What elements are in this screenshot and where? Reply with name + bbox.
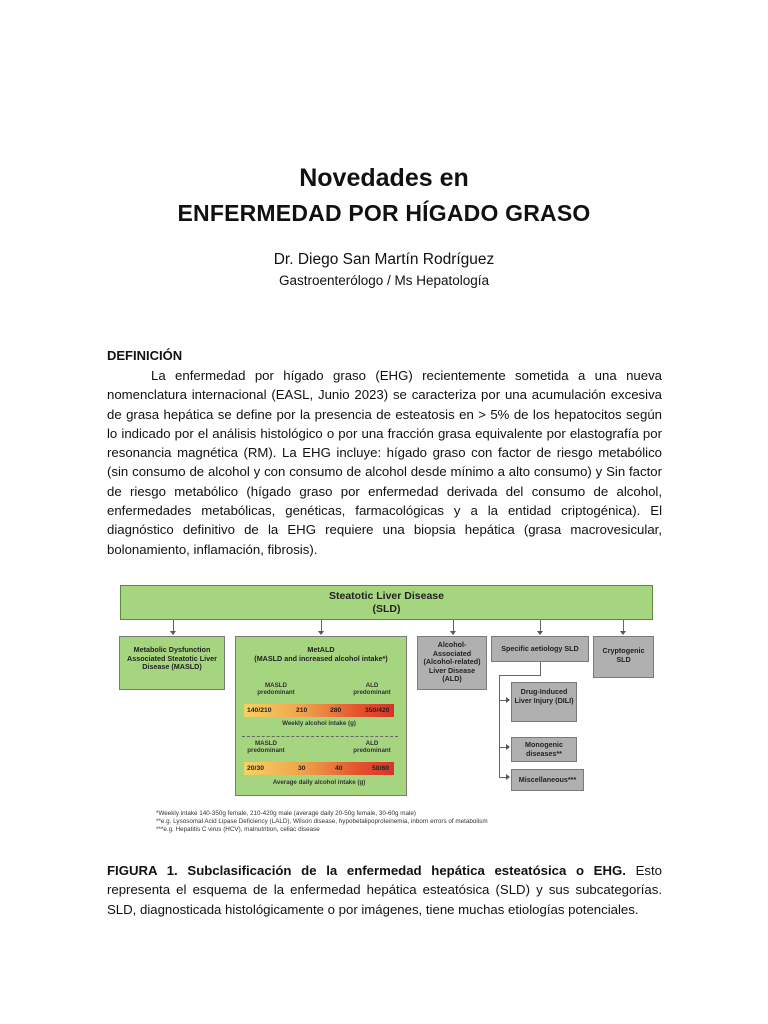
weekly-value-2: 210 [296,707,308,714]
author-name: Dr. Diego San Martín Rodríguez [273,251,495,268]
specific-aetiology-text: Specific aetiology SLD [501,644,579,653]
arrow-down [450,631,456,635]
figure-sld-diagram [114,582,660,840]
footnote-3: ***e.g. Hepatitis C virus (HCV), malnutrition, celiac disease [156,826,320,833]
ald-predominant-label-1: ALD predominant [353,682,391,697]
connector-line [499,675,541,676]
arrow-down [318,631,324,635]
sld-top-box [120,585,653,620]
masld-box [119,636,225,690]
weekly-value-1: 140/210 [247,707,272,714]
metald-title: MetALD [307,645,335,654]
ald-box-text: Alcohol-Associated (Alcohol-related) Liver Disease (ALD) [423,640,481,684]
masld-predominant-label-1: MASLD predominant [257,682,295,697]
title-line-2: ENFERMEDAD POR HÍGADO GRASO [177,200,591,226]
definition-paragraph: La enfermedad por hígado graso (EHG) recientemente sometida a una nueva nomenclatura internacional (EASL, Junio 2023) se caracteriza por una acumulación excesiva de grasa hepática se define por la presencia de esteatosis en > 5% de los hepatocitos según lo indicado por el análisis histológico o por una fracción grasa equivalente por elastografía por resonancia magnética (RM). La EHG incluye: hígado graso con factor de riesgo metabólico (sin consumo de alcohol y con consumo de alcohol desde mínimo a alto consumo) y Sin factor de riesgo metabólico (hígado graso por enfermedad derivada del consumo de alcohol, enfermedades metabólicas, genéticas, farmacológicas y a la entidad criptogénica). El diagnóstico definitivo de la EHG requiere una biopsia hepática (grasa macrovesicular, bolonamiento, inflamación, fibrosis). [107,368,662,557]
weekly-intake-bar [244,704,394,717]
daily-value-1: 20/30 [247,765,265,772]
miscellaneous-text: Miscellaneous*** [518,775,577,784]
arrow-down [620,631,626,635]
sld-top-line2: (SLD) [372,603,401,615]
masld-predominant-label-2: MASLD predominant [247,740,285,755]
masld-box-text: Metabolic Dysfunction Associated Steatotic Liver Disease (MASLD) [127,645,217,672]
cryptogenic-box [593,636,654,678]
miscellaneous-box [511,769,584,791]
arrow-down [170,631,176,635]
daily-value-4: 50/60 [372,765,390,772]
daily-value-2: 30 [298,765,306,772]
figure-caption [107,861,662,919]
weekly-value-3: 280 [330,707,342,714]
footnote-2: **e.g. Lysosomal Acid Lipase Deficiency (LALD), Wilson disease, hypobetalipoproteinemia, inborn errors of metabolism [156,818,488,825]
footnote-1: *Weekly intake 140-350g female, 210-420g male (average daily 20-50g female, 30-60g male) [156,810,416,817]
dili-box [511,682,577,722]
daily-axis-label: Average daily alcohol intake (g) [272,779,366,786]
section-heading-definicion: DEFINICIÓN [107,348,183,363]
ald-box [417,636,487,690]
daily-intake-bar [244,762,394,775]
monogenic-box [511,737,577,762]
monogenic-text: Monogenic diseases** [525,740,563,758]
caption-bold: FIGURA 1. Subclasificación de la enfermedad hepática esteatósica o EHG. [107,863,626,878]
arrow-right [506,744,510,750]
divider [242,736,398,737]
title-line-1: Novedades en [299,164,469,192]
arrow-right [506,774,510,780]
specific-aetiology-box [491,636,589,662]
sld-top-line1: Steatotic Liver Disease [329,590,444,602]
caption-text: Esto representa el esquema de la enfermedad hepática esteatósica (SLD) y sus subcategorías. SLD, diagnosticada histológicamente o por imágenes, tiene muchas etiologías potenciales. [107,863,662,917]
author-role: Gastroenterólogo / Ms Hepatología [278,273,490,288]
arrow-down [537,631,543,635]
ald-predominant-label-2: ALD predominant [353,740,391,755]
metald-subtitle: (MASLD and increased alcohol intake*) [254,654,388,663]
arrow-right [506,697,510,703]
dili-text: Drug-Induced Liver Injury (DILI) [514,687,574,705]
connector-line [540,662,541,675]
connector-line [499,675,500,777]
weekly-axis-label: Weekly alcohol intake (g) [282,720,356,727]
cryptogenic-text: Cryptogenic SLD [602,646,645,664]
weekly-value-4: 350/420 [365,707,390,714]
daily-value-3: 40 [335,765,343,772]
